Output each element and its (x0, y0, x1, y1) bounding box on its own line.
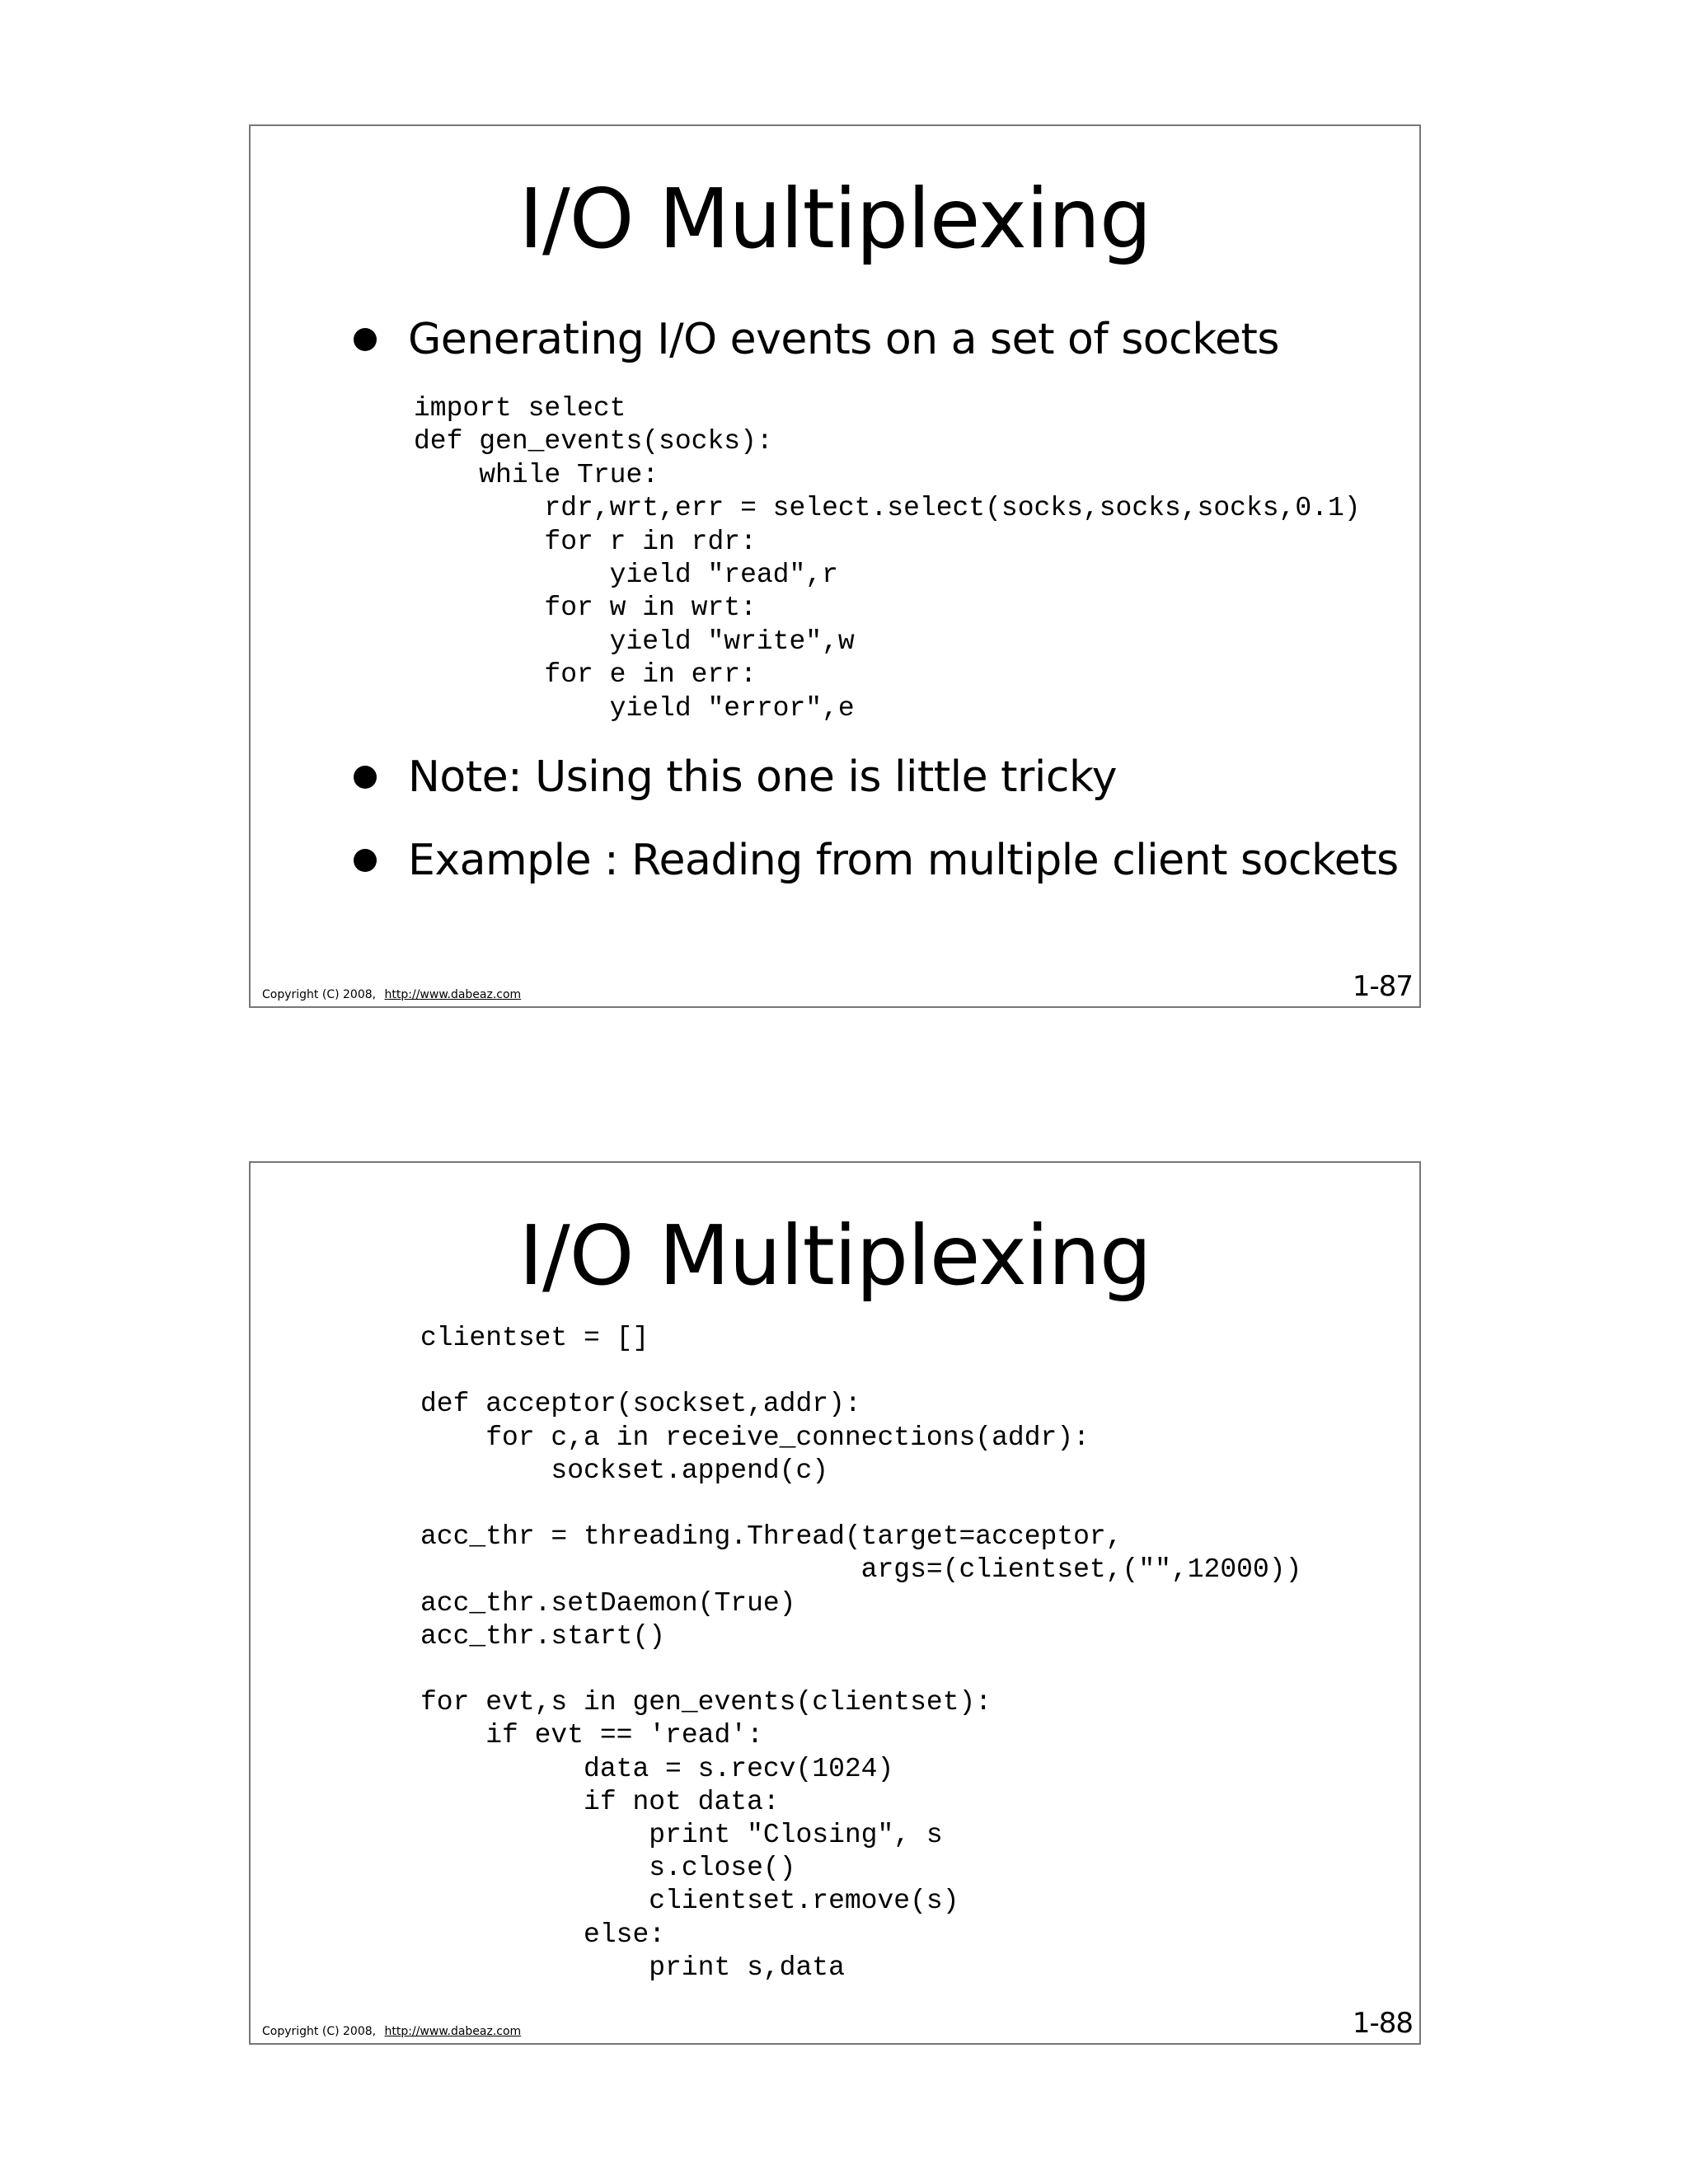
slide-1-88 (249, 1161, 1421, 2045)
page-number: 1-88 (1352, 2007, 1413, 2040)
bullet-text: Example : Reading from multiple client sockets (408, 836, 1399, 885)
bullet-dot-icon (354, 328, 377, 351)
bullet-item (354, 752, 1117, 802)
footer-copyright: Copyright (C) 2008, (262, 988, 377, 1001)
code-block: clientset = [] def acceptor(sockset,addr): for c,a in receive_connections(addr): sockset.append(c) acc_thr = threading.Thread(target=acceptor, args=(clientset,("",12000)) acc_thr.setDaemon(True) acc_thr.start() for evt,s in gen_events(clientset): if evt == 'read': data = s.recv(1024) if not data: print "Closing", s s.close() clientset.remove(s) else: print s,data (420, 1323, 1302, 1983)
page-number: 1-87 (1352, 970, 1413, 1003)
bullet-dot-icon (354, 849, 377, 872)
footer (262, 988, 521, 1001)
slide-title: I/O Multiplexing (518, 1207, 1151, 1304)
slide-1-87 (249, 124, 1421, 1008)
footer-copyright: Copyright (C) 2008, (262, 2025, 377, 2038)
bullet-dot-icon (354, 766, 377, 789)
footer-link[interactable]: http://www.dabeaz.com (384, 988, 522, 1001)
code-block: import select def gen_events(socks): while True: rdr,wrt,err = select.select(socks,socks,socks,0.1) for r in rdr: yield "read",r for w in wrt: yield "write",w for e in err: yield "error",e (414, 393, 1361, 724)
bullet-item (354, 315, 1279, 364)
slide-title: I/O Multiplexing (518, 171, 1151, 267)
footer (262, 2025, 521, 2038)
bullet-item (354, 836, 1399, 885)
footer-link[interactable]: http://www.dabeaz.com (384, 2025, 522, 2038)
bullet-text: Generating I/O events on a set of sockets (408, 315, 1279, 364)
bullet-text: Note: Using this one is little tricky (408, 752, 1117, 802)
